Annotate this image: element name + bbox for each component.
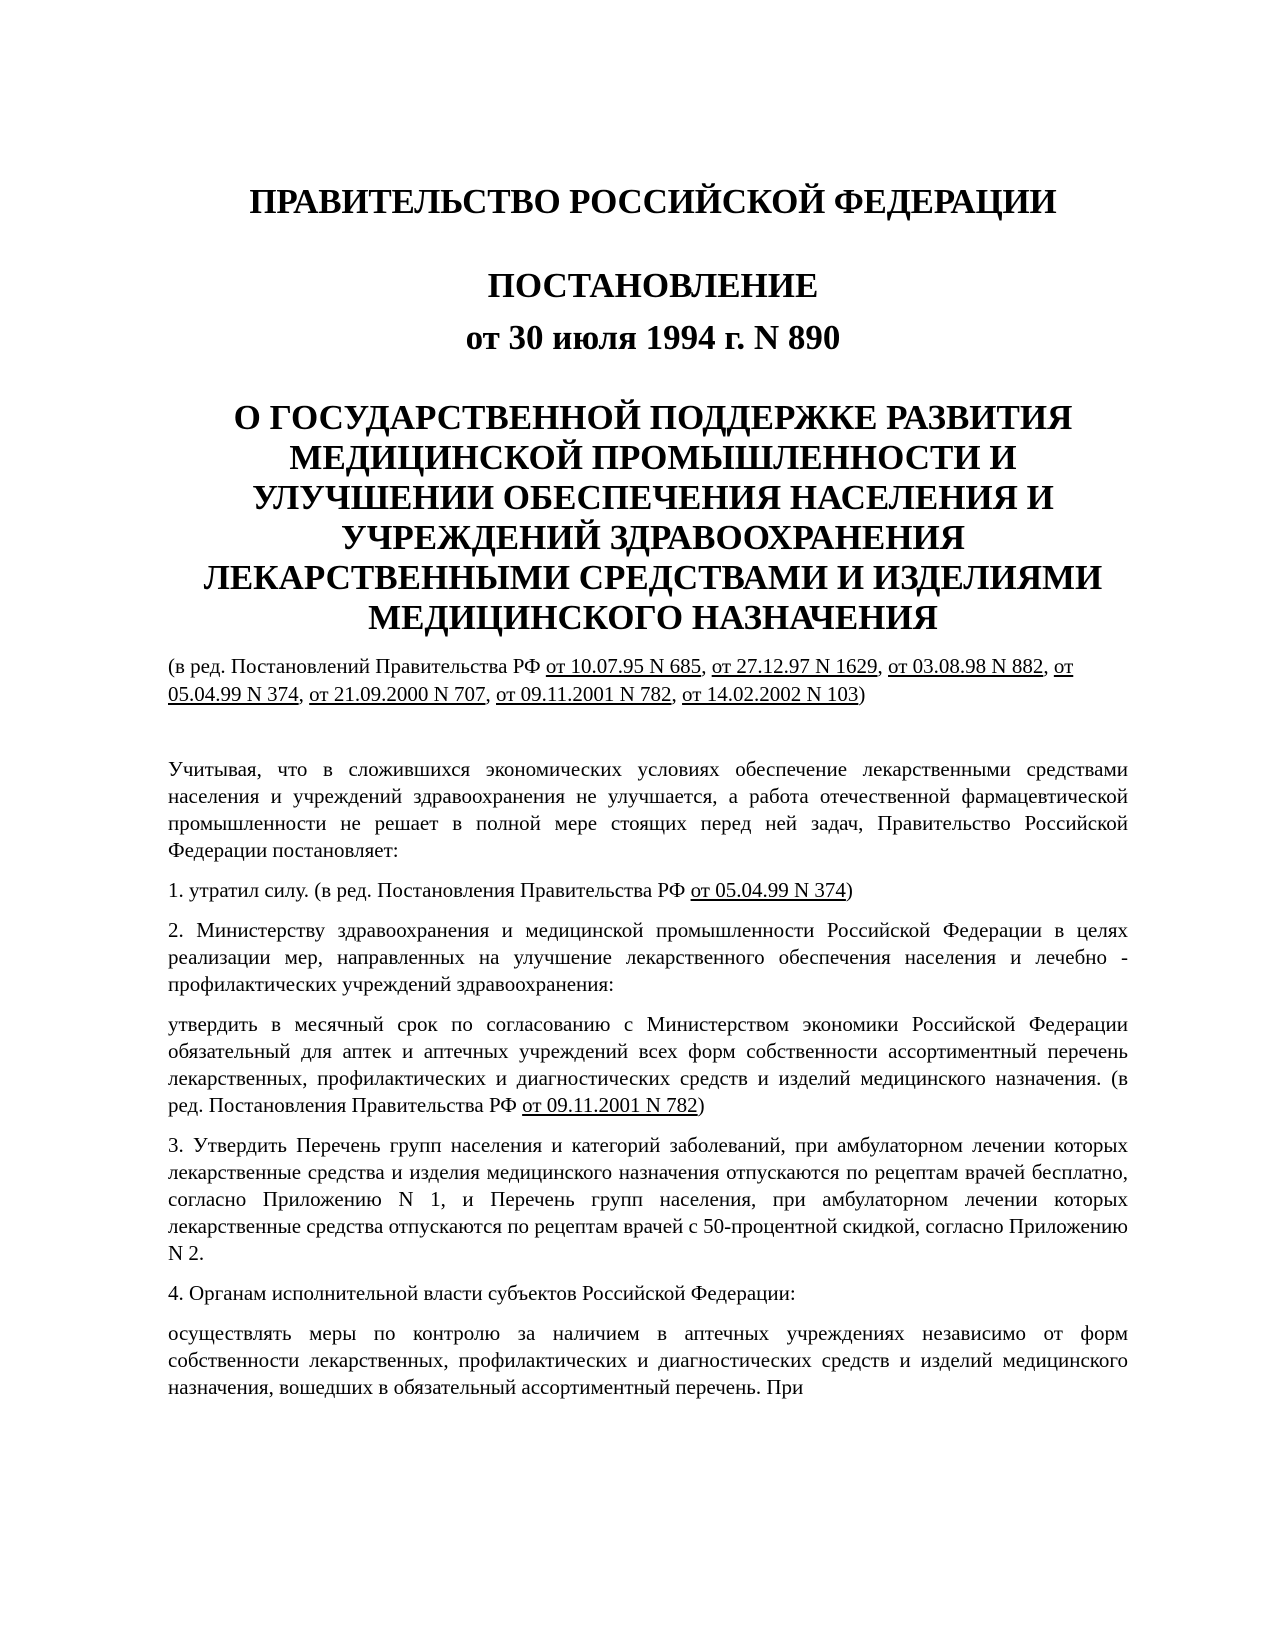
amendment-link[interactable]: от 10.07.95 N 685 [545,654,702,678]
item-3-paragraph: 3. Утвердить Перечень групп населения и категорий заболеваний, при амбулаторном лечении которых лекарственные средства и изделия медицинского назначения отпускаются по рецептам врачей бесплатно, согласно Приложению N 1, и Перечень групп населения, при амбулаторном лечении которых лекарственные средства отпускаются по рецептам врачей с 50-процентной скидкой, согласно Приложению N 2. [168,1133,1128,1265]
amendment-link[interactable]: от 14.02.2002 N 103 [682,682,859,706]
item-2-sub-text: утвердить в месячный срок по согласованию с Министерством экономики Российской Федерации обязательный для аптек и аптечных учреждений всех форм собственности ассортиментный перечень лекарственных, профилактических и диагностических средств и изделий медицинского назначения. (в ред. Постановления Правительства РФ [168,1012,1128,1117]
item-1-text: 1. утратил силу. (в ред. Постановления Правительства РФ [168,878,691,902]
item-2-sub-paragraph [168,1011,1128,1119]
amendment-link[interactable]: от 09.11.2001 N 782 [496,682,672,706]
amendment-link[interactable]: от 05.04.99 N 374 [168,654,1074,706]
separator: , [1043,654,1054,678]
amendment-link[interactable]: от 21.09.2000 N 707 [309,682,486,706]
amendment-link[interactable]: от 27.12.97 N 1629 [711,654,878,678]
separator: , [485,682,496,706]
item-2-sub-suffix: ) [697,1093,705,1117]
title-line: ЛЕКАРСТВЕННЫМИ СРЕДСТВАМИ И ИЗДЕЛИЯМИ [203,558,1103,597]
amendments-note [168,652,1128,708]
separator: , [877,654,889,678]
amendments-suffix: ) [858,682,866,706]
amendments-prefix: (в ред. Постановлений Правительства РФ [168,654,546,678]
item-2-paragraph: 2. Министерству здравоохранения и медицинской промышленности Российской Федерации в целях реализации мер, направленных на улучшение лекарственного обеспечения населения и лечебно - профилактических учреждений здравоохранения: [168,918,1128,996]
item-4-sub-paragraph: осуществлять меры по контролю за наличием в аптечных учреждениях независимо от форм собственности лекарственных, профилактических и диагностических средств и изделий медицинского назначения, вошедших в обязательный ассортиментный перечень. При [168,1321,1128,1399]
title-line: МЕДИЦИНСКОЙ ПРОМЫШЛЕННОСТИ И [289,438,1017,477]
separator: , [298,682,310,706]
item-4-paragraph: 4. Органам исполнительной власти субъектов Российской Федерации: [168,1281,796,1305]
separator: , [671,682,683,706]
title-line: О ГОСУДАРСТВЕННОЙ ПОДДЕРЖКЕ РАЗВИТИЯ [233,398,1073,437]
document-date-heading: от 30 июля 1994 г. N 890 [465,318,841,357]
title-line: УЧРЕЖДЕНИЙ ЗДРАВООХРАНЕНИЯ [341,518,965,557]
separator: , [701,654,712,678]
item-1-paragraph [168,877,1128,904]
title-line: МЕДИЦИНСКОГО НАЗНАЧЕНИЯ [368,598,938,637]
item-1-amendment-link[interactable]: от 05.04.99 N 374 [690,878,846,902]
document-page [168,182,1128,1401]
document-type-heading: ПОСТАНОВЛЕНИЕ [487,266,819,305]
amendment-link[interactable]: от 03.08.98 N 882 [888,654,1044,678]
item-1-suffix: ) [845,878,853,902]
item-2-amendment-link[interactable]: от 09.11.2001 N 782 [522,1093,698,1117]
document-body [168,756,1128,1401]
organization-heading: ПРАВИТЕЛЬСТВО РОССИЙСКОЙ ФЕДЕРАЦИИ [249,182,1057,221]
document-title [168,398,1128,638]
preamble-paragraph: Учитывая, что в сложившихся экономических условиях обеспечение лекарственными средствами населения и учреждений здравоохранения не улучшается, а работа отечественной фармацевтической промышленности не решает в полной мере стоящих перед ней задач, Правительство Российской Федерации постановляет: [168,757,1128,862]
title-line: УЛУЧШЕНИИ ОБЕСПЕЧЕНИЯ НАСЕЛЕНИЯ И [252,478,1054,517]
